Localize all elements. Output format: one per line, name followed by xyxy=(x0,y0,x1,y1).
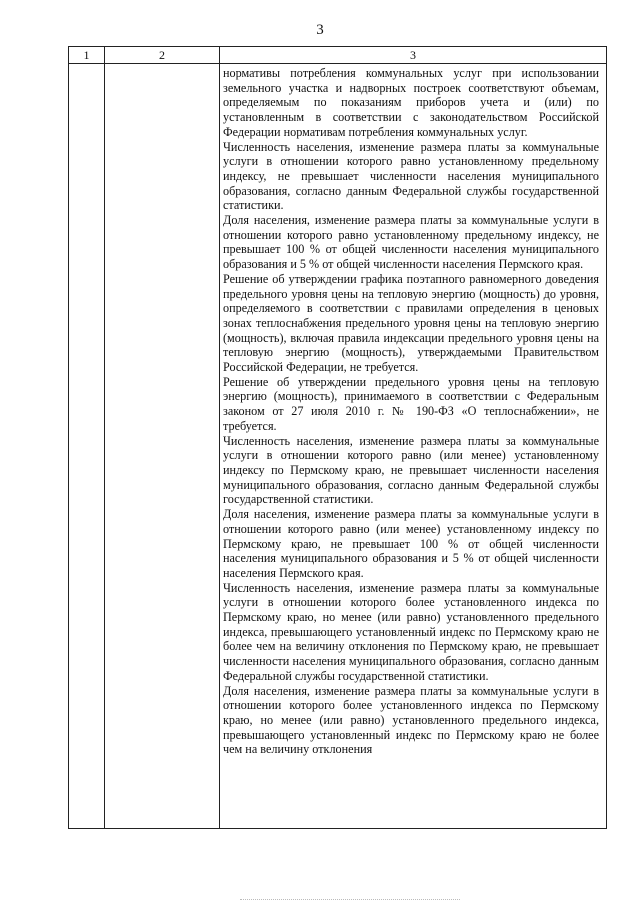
cell-col1 xyxy=(69,64,105,829)
table-header-row xyxy=(69,47,607,64)
paragraph-8: Численность населения, изменение размера платы за коммунальные услуги в отношении которого более установленного индекса по Пермскому краю, но менее (или равно) установленного предельного индекса, превышающего установленный индекс по Пермскому краю не более чем на величину отклонения по Пермскому краю, не превышает численности населения муниципального образования, согласно данным Федеральной службы государственной статистики. xyxy=(223,580,599,683)
paragraph-9: Доля населения, изменение размера платы за коммунальные услуги в отношении которого более установленного индекса по Пермскому краю, но менее (или равно) установленного предельного индекса, превышающего установленный индекс по Пермскому краю не более чем на величину отклонения xyxy=(223,683,599,757)
paragraph-1: нормативы потребления коммунальных услуг при использовании земельного участка и надворных построек соответствуют объемам, определяемым по показаниям приборов учета и (или) по установленным в соответствии с законодательством Российской Федерации нормативам потребления коммунальных услуг. xyxy=(223,66,599,139)
table-row xyxy=(69,64,607,829)
column-header-1: 1 xyxy=(69,47,105,64)
paragraph-2: Численность населения, изменение размера платы за коммунальные услуги в отношении которого равно установленному предельному индексу, не превышает численности населения муниципального образования, согласно данным Федеральной службы государственной статистики. xyxy=(223,139,599,213)
paragraph-6: Численность населения, изменение размера платы за коммунальные услуги в отношении которого равно (или менее) установленному индексу по Пермскому краю, не превышает численности населения муниципального образования, согласно данным Федеральной службы государственной статистики. xyxy=(223,433,599,507)
page-number: 3 xyxy=(316,22,324,38)
cell-col2 xyxy=(105,64,220,829)
cell-col3 xyxy=(220,64,607,829)
column-header-3: 3 xyxy=(220,47,607,64)
paragraph-7: Доля населения, изменение размера платы за коммунальные услуги в отношении которого равно (или менее) установленному индексу по Пермскому краю, не превышает 100 % от общей численности населения муниципального образования и 5 % от общей численности населения Пермского края. xyxy=(223,507,599,580)
paragraph-3: Доля населения, изменение размера платы за коммунальные услуги в отношении которого равно установленному предельному индексу, не превышает 100 % от общей численности населения муниципального образования и 5 % от общей численности населения Пермского края. xyxy=(223,213,599,272)
paragraph-4: Решение об утверждении графика поэтапного равномерного доведения предельного уровня цены на тепловую энергию (мощность) до уровня, определяемого в соответствии с правилами определения в ценовых зонах теплоснабжения предельного уровня цены на тепловую энергию (мощность), включая правила индексации предельного уровня цены на тепловую энергию (мощность), утверждаемыми Правительством Российской Федерации, не требуется. xyxy=(223,271,599,375)
document-table xyxy=(68,46,607,829)
column-header-2: 2 xyxy=(105,47,220,64)
scan-edge-line xyxy=(0,899,640,900)
paragraph-5: Решение об утверждении предельного уровня цены на тепловую энергию (мощность), принимаемого в соответствии с Федеральным законом от 27 июля 2010 г. № 190-ФЗ «О теплоснабжении», не требуется. xyxy=(223,374,599,433)
